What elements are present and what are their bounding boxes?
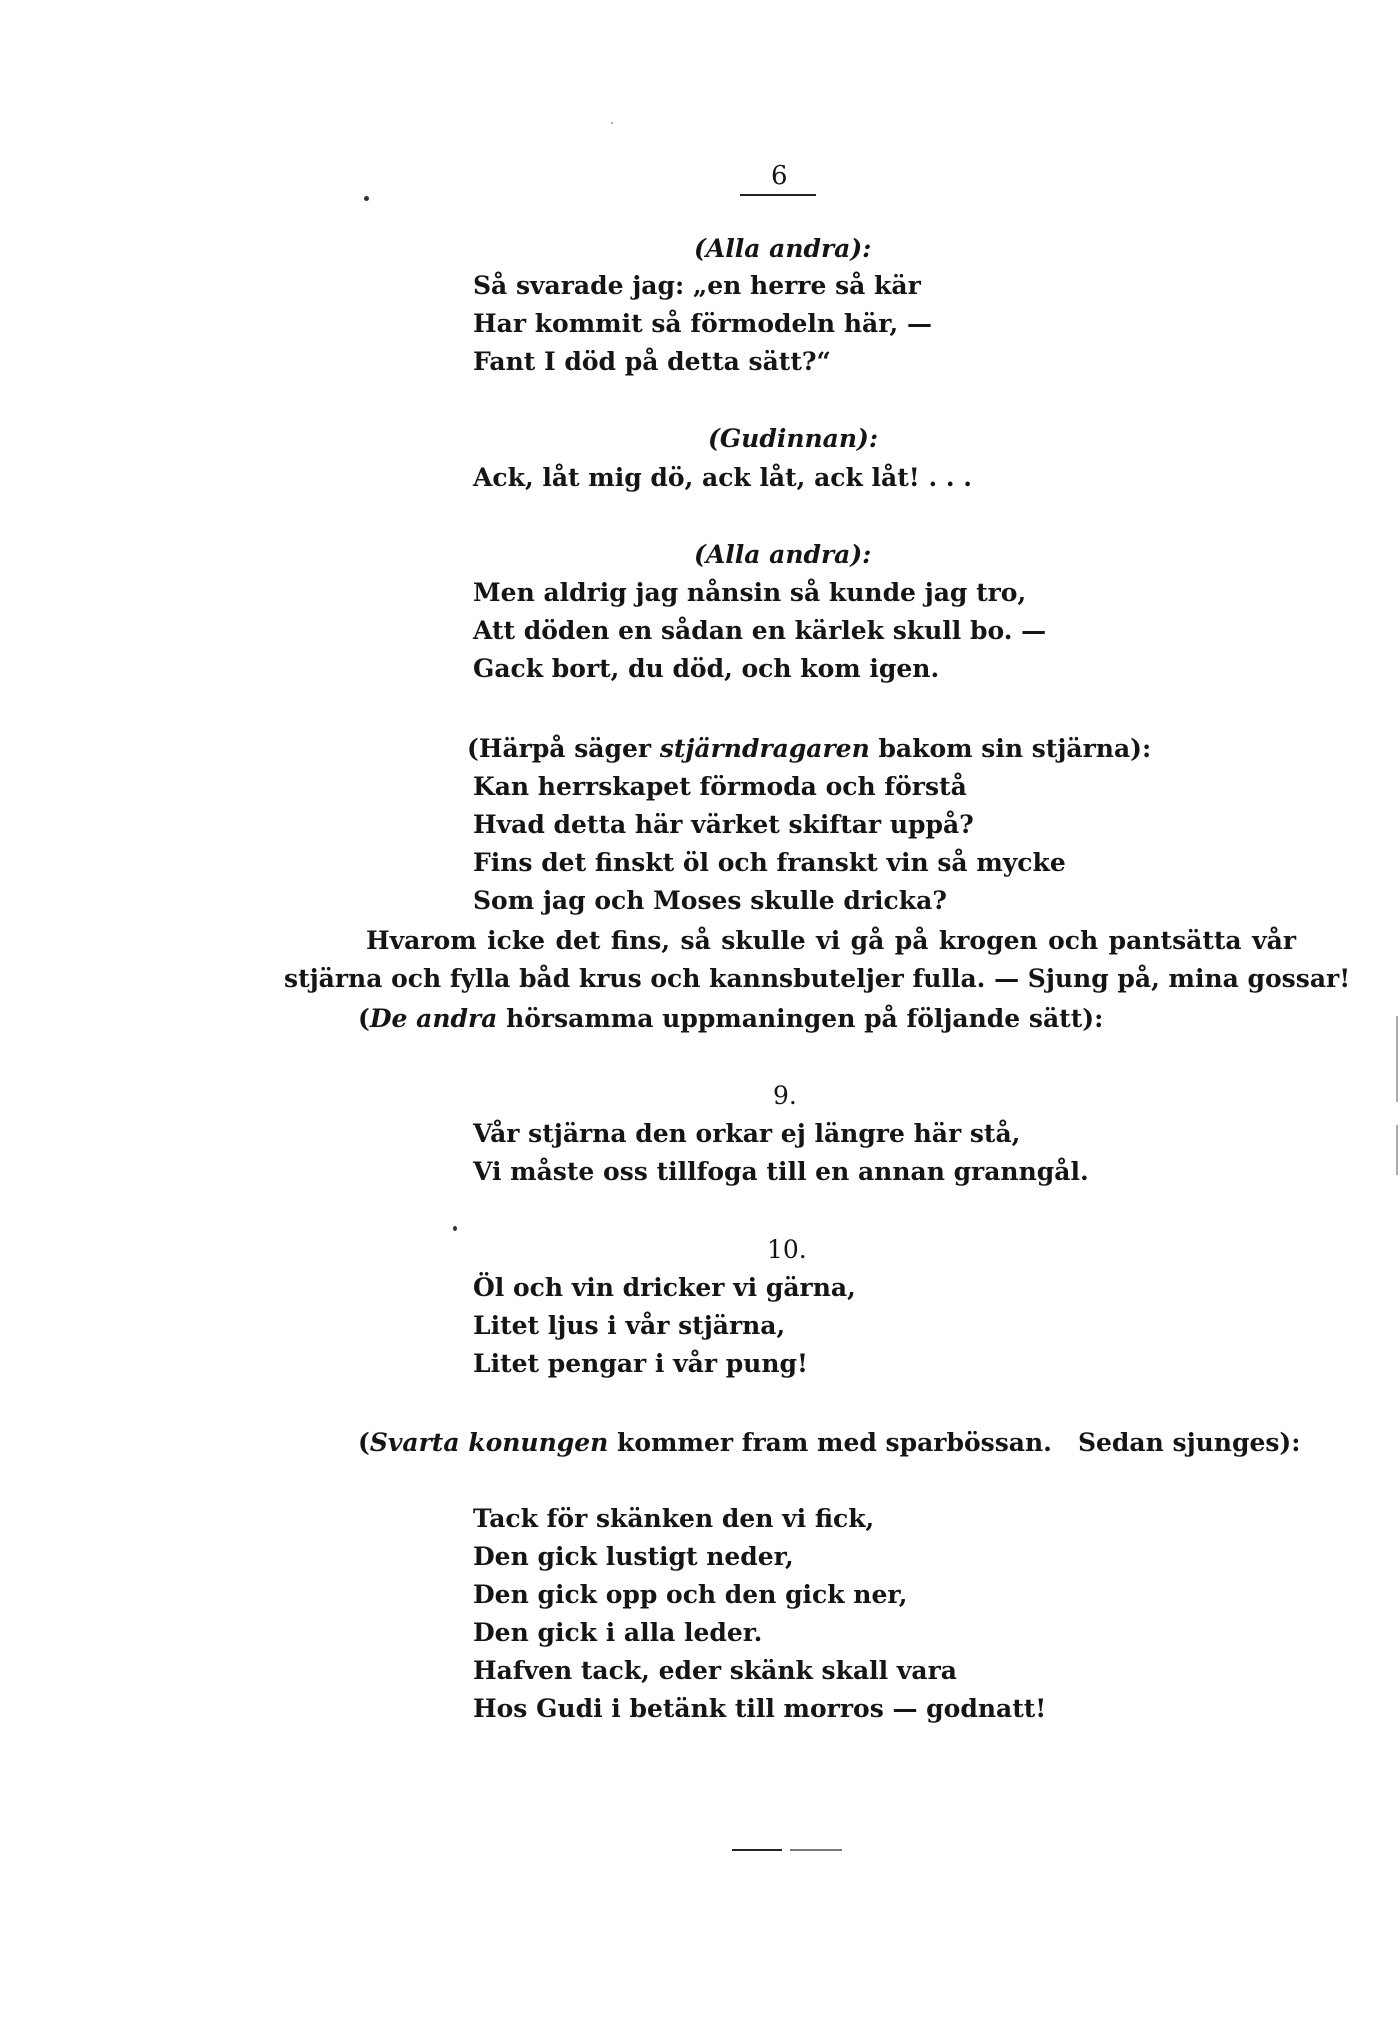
song-line: Hafven tack, eder skänk skall vara xyxy=(473,1656,957,1685)
verse-line: Litet pengar i vår pung! xyxy=(473,1349,808,1378)
verse-number-10: 10. xyxy=(767,1235,807,1264)
verse-line: Fant I död på detta sätt?“ xyxy=(473,347,831,376)
verse-line: Har kommit så förmodeln här, — xyxy=(473,309,932,338)
verse-number-9: 9. xyxy=(773,1081,797,1110)
stage-direction-text: bakom sin stjärna): xyxy=(869,734,1152,763)
stage-direction-text: hörsamma uppmaningen på följande sätt): xyxy=(497,1004,1104,1033)
stage-direction-text: kommer fram med sparbössan. Sedan sjunges): xyxy=(608,1428,1301,1457)
page-number: 6 xyxy=(771,161,788,191)
verse-line: Öl och vin dricker vi gärna, xyxy=(473,1273,856,1302)
scan-edge-mark xyxy=(1396,1125,1398,1175)
verse-line: Gack bort, du död, och kom igen. xyxy=(473,654,940,683)
verse-line: Litet ljus i vår stjärna, xyxy=(473,1311,786,1340)
verse-line: Men aldrig jag nånsin så kunde jag tro, xyxy=(473,578,1027,607)
stage-direction-emphasis: Svarta konungen xyxy=(369,1428,609,1457)
stage-direction-stjarndragaren xyxy=(467,734,1151,764)
verse-line: Ack, låt mig dö, ack låt, ack låt! . . . xyxy=(473,463,972,492)
scan-speck xyxy=(611,122,613,124)
speaker-alla-andra-2: (Alla andra): xyxy=(694,540,872,569)
song-line: Den gick i alla leder. xyxy=(473,1618,763,1647)
speech-line: Som jag och Moses skulle dricka? xyxy=(473,886,947,915)
verse-line: Att döden en sådan en kärlek skull bo. — xyxy=(473,616,1047,645)
page-number-rule xyxy=(740,194,816,196)
speech-line: Kan herrskapet förmoda och förstå xyxy=(473,772,967,801)
prose-line-2: stjärna och fylla båd krus och kannsbuteljer fulla. — Sjung på, mina gossar! xyxy=(284,964,1351,993)
stage-direction-de-andra xyxy=(358,1004,1103,1034)
stage-direction-text: (Härpå säger xyxy=(467,734,660,763)
scan-edge-mark xyxy=(1396,1016,1398,1102)
verse-line: Vår stjärna den orkar ej längre här stå, xyxy=(473,1119,1021,1148)
song-line: Den gick opp och den gick ner, xyxy=(473,1580,908,1609)
speech-line: Hvad detta här värket skiftar uppå? xyxy=(473,810,974,839)
stage-direction-svarta-konungen xyxy=(358,1428,1300,1458)
song-line: Tack för skänken den vi fick, xyxy=(473,1504,875,1533)
speaker-gudinnan: (Gudinnan): xyxy=(708,424,879,453)
verse-line: Så svarade jag: „en herre så kär xyxy=(473,271,921,300)
speech-line: Fins det finskt öl och franskt vin så mycke xyxy=(473,848,1066,877)
speaker-alla-andra-1: (Alla andra): xyxy=(694,234,872,263)
verse-line: Vi måste oss tillfoga till en annan granngål. xyxy=(473,1157,1089,1186)
stage-direction-text: ( xyxy=(358,1004,370,1033)
scan-speck xyxy=(364,196,369,201)
scan-speck xyxy=(453,1226,457,1231)
end-rule-right xyxy=(790,1849,842,1851)
end-rule-left xyxy=(732,1849,782,1851)
prose-line-1: Hvarom icke det fins, så skulle vi gå på krogen och pantsätta vår xyxy=(366,926,1296,955)
song-line: Den gick lustigt neder, xyxy=(473,1542,794,1571)
stage-direction-text: ( xyxy=(358,1428,370,1457)
stage-direction-emphasis: De andra xyxy=(369,1004,498,1033)
stage-direction-emphasis: stjärndragaren xyxy=(659,734,870,763)
song-line: Hos Gudi i betänk till morros — godnatt! xyxy=(473,1694,1047,1723)
